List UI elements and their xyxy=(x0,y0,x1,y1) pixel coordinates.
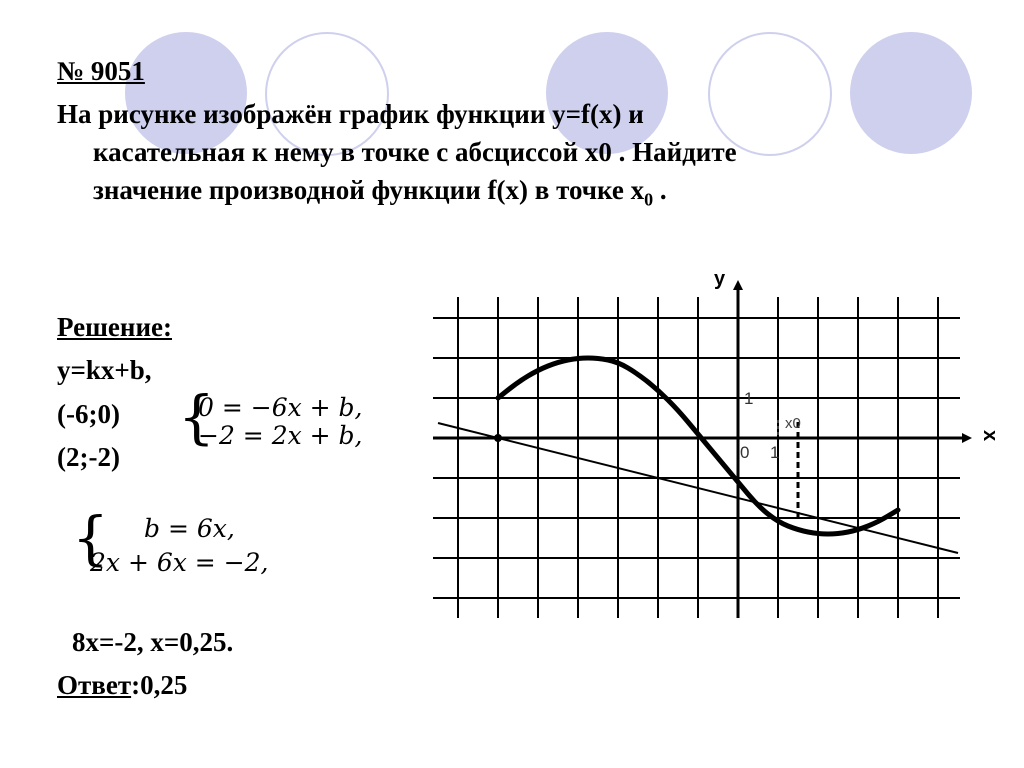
problem-line-2: касательная к нему в точке с абсциссой x0 . Найдите xyxy=(93,137,737,167)
problem-number: № 9051 xyxy=(57,56,145,86)
x0-label: x0 xyxy=(785,415,801,432)
x-axis-arrow xyxy=(962,433,972,443)
problem-line-3-end: . xyxy=(653,175,667,205)
solution-point-1: (-6;0) xyxy=(57,399,120,429)
origin-label: 0 xyxy=(740,443,750,462)
system-2-eq-1: b = 6x, xyxy=(144,514,235,543)
y-axis-label: y xyxy=(714,268,726,290)
unit-label-x: 1 xyxy=(770,443,780,462)
axes xyxy=(433,280,972,618)
system-1-eq-2: −2 = 2x + b, xyxy=(198,421,363,450)
system-2-eq-2: 2x + 6x = −2, xyxy=(90,548,269,577)
unit-label-y: 1 xyxy=(744,389,754,408)
y-axis-arrow xyxy=(733,280,743,290)
tangent-intersection-point xyxy=(494,434,502,442)
solution-point-2: (2;-2) xyxy=(57,442,120,472)
system-1-eq-1: 0 = −6x + b, xyxy=(198,393,363,422)
answer-value: :0,25 xyxy=(131,670,188,700)
system-1-brace: { xyxy=(178,383,215,451)
system-2-brace: { xyxy=(72,504,109,572)
problem-line-3-text: значение производной функции f(x) в точке x xyxy=(93,175,645,205)
solution-heading: Решение: xyxy=(57,312,172,342)
solution-result: 8x=-2, x=0,25. xyxy=(72,627,234,657)
grid-lines xyxy=(433,297,960,618)
x-axis-label: x xyxy=(979,430,1001,442)
answer-label: Ответ xyxy=(57,670,132,700)
problem-line-3-subscript: 0 xyxy=(644,189,654,210)
problem-line-1: На рисунке изображён график функции y=f(x) и xyxy=(57,99,644,129)
solution-general-form: y=kx+b, xyxy=(57,355,152,385)
